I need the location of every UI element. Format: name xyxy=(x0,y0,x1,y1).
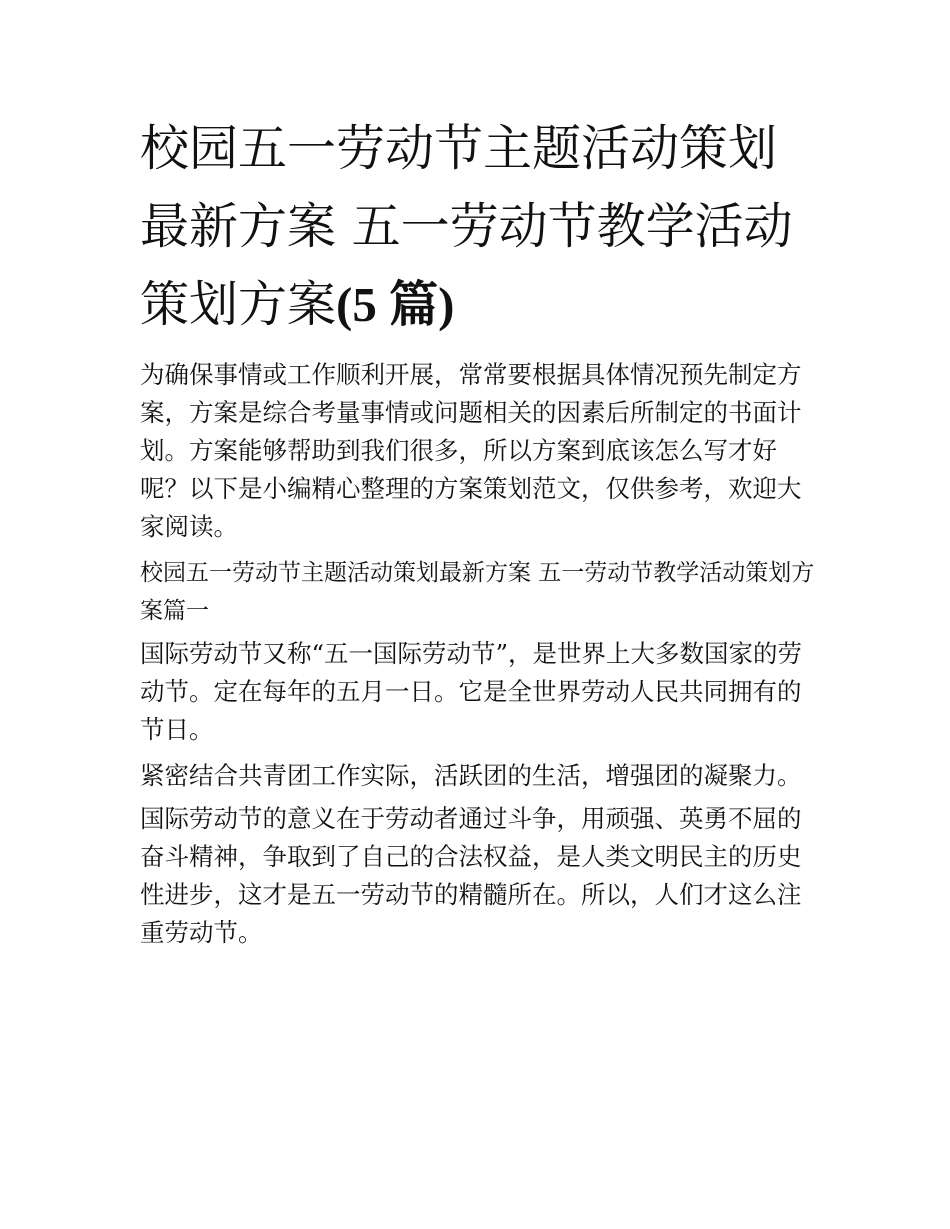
intro-paragraph: 为确保事情或工作顺利开展，常常要根据具体情况预先制定方案，方案是综合考量事情或问题相关的因素后所制定的书面计划。方案能够帮助到我们很多，所以方案到底该怎么写才好呢？以下是小编精心整理的方案策划范文，仅供参考，欢迎大家阅读。 xyxy=(140,360,802,541)
section-heading: 校园五一劳动节主题活动策划最新方案 五一劳动节教学活动策划方案篇一 xyxy=(140,560,815,624)
document-title-text: 校园五一劳动节主题活动策划最新方案 五一劳动节教学活动策划方案 xyxy=(140,120,793,333)
document-content xyxy=(140,110,815,952)
body-paragraph-3: 国际劳动节的意义在于劳动者通过斗争，用顽强、英勇不屈的奋斗精神，争取到了自己的合法权益，是人类文明民主的历史性进步，这才是五一劳动节的精髓所在。所以，人们才这么注重劳动节。 xyxy=(140,804,802,947)
document-title xyxy=(140,110,815,344)
body-paragraph-1: 国际劳动节又称“五一国际劳动节”，是世界上大多数国家的劳动节。定在每年的五月一日。它是全世界劳动人民共同拥有的节日。 xyxy=(140,639,803,744)
body-paragraph-2: 紧密结合共青团工作实际，活跃团的生活，增强团的凝聚力。 xyxy=(140,761,802,790)
document-title-suffix: (5 篇) xyxy=(336,277,455,332)
